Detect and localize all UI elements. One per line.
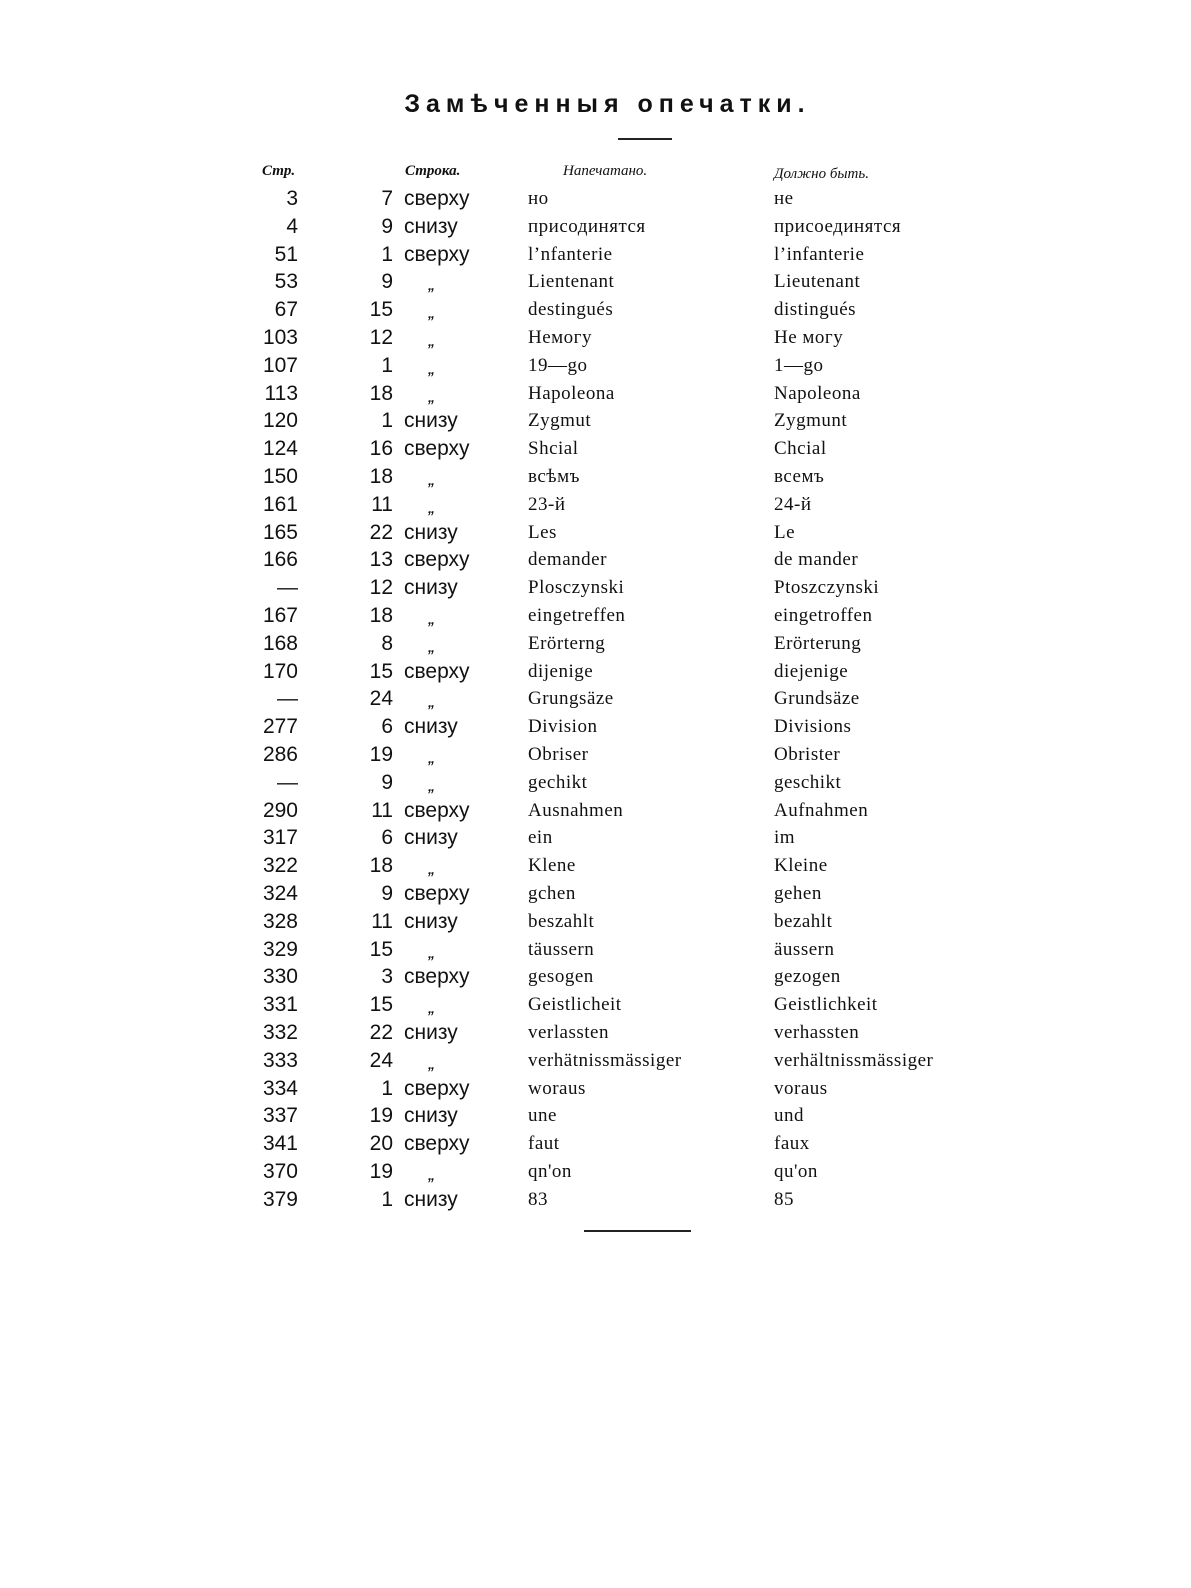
cell-direction: сверху [404,965,470,989]
cell-line-number: 22 [369,1020,393,1044]
table-row [0,241,1191,269]
cell-should-be: Kleine [774,855,828,877]
cell-page: 167 [262,603,298,627]
cell-should-be: присоединятся [774,215,902,237]
cell-line-number: 9 [381,214,393,238]
cell-printed: faut [528,1133,560,1155]
cell-should-be: Divisions [774,716,852,738]
cell-printed: Hapoleona [528,382,615,404]
cell-line-number: 11 [371,492,393,516]
cell-line-number: 1 [381,409,393,433]
cell-printed: Erörterng [528,632,606,654]
cell-should-be: distingués [774,299,857,321]
cell-page: 53 [274,270,298,294]
table-row [0,797,1191,825]
cell-direction: сверху [404,548,470,572]
cell-printed: une [528,1105,557,1127]
cell-line-number: 18 [369,854,393,878]
cell-page: — [277,576,298,600]
cell-printed: verhätnissmässiger [528,1049,682,1071]
cell-should-be: eingetroffen [774,604,873,626]
table-row [0,1019,1191,1047]
cell-should-be: und [774,1105,804,1127]
cell-printed: Zygmut [528,410,592,432]
cell-direction: „ [428,471,435,488]
cell-direction: „ [428,1000,435,1017]
cell-printed: gesogen [528,966,594,988]
cell-page: 331 [262,993,298,1017]
cell-printed: Grungsäze [528,688,614,710]
table-header [0,163,1191,185]
cell-direction: „ [428,944,435,961]
cell-should-be: l’infanterie [774,243,865,265]
cell-page: 107 [262,353,298,377]
cell-should-be: 1—go [774,354,824,376]
cell-line-number: 1 [381,242,393,266]
cell-line-number: 6 [381,826,393,850]
cell-direction: снизу [404,1187,458,1211]
cell-printed: всѣмъ [528,465,580,487]
cell-page: 168 [262,631,298,655]
table-row [0,852,1191,880]
cell-line-number: 19 [369,742,393,766]
cell-printed: gechikt [528,771,588,793]
cell-printed: destingués [528,299,614,321]
cell-page: 161 [262,492,298,516]
cell-page: 166 [262,548,298,572]
cell-should-be: faux [774,1133,810,1155]
cell-printed: 23-й [528,493,566,515]
title-divider [618,138,672,140]
table-row [0,908,1191,936]
cell-printed: присодинятся [528,215,646,237]
table-row [0,1047,1191,1075]
table-row [0,1158,1191,1186]
cell-should-be: 85 [774,1188,794,1210]
cell-line-number: 15 [369,659,393,683]
cell-line-number: 8 [381,631,393,655]
cell-page: 370 [262,1159,298,1183]
table-row [0,213,1191,241]
cell-should-be: voraus [774,1077,828,1099]
cell-direction: „ [428,388,435,405]
cell-page: 150 [262,464,298,488]
cell-page: 317 [262,826,298,850]
cell-should-be: Aufnahmen [774,799,869,821]
cell-page: 290 [262,798,298,822]
cell-line-number: 19 [369,1159,393,1183]
header-printed: Напечатано. [563,163,648,179]
cell-line-number: 9 [381,770,393,794]
table-row [0,936,1191,964]
cell-printed: woraus [528,1077,586,1099]
cell-direction: „ [428,777,435,794]
cell-line-number: 12 [369,576,393,600]
cell-page: 337 [262,1104,298,1128]
cell-line-number: 18 [369,464,393,488]
table-row [0,769,1191,797]
cell-line-number: 11 [371,798,393,822]
cell-page: 170 [262,659,298,683]
cell-line-number: 6 [381,715,393,739]
table-row [0,658,1191,686]
cell-should-be: Grundsäze [774,688,860,710]
cell-direction: сверху [404,1132,470,1156]
table-row [0,713,1191,741]
cell-page: 277 [262,715,298,739]
cell-direction: „ [428,305,435,322]
cell-page: 286 [262,742,298,766]
cell-line-number: 1 [381,353,393,377]
cell-printed: 83 [528,1188,548,1210]
cell-direction: сверху [404,242,470,266]
cell-line-number: 15 [369,993,393,1017]
table-row [0,546,1191,574]
cell-printed: Geistlicheit [528,994,622,1016]
cell-should-be: verhassten [774,1021,860,1043]
page-title: Замѣченныя опечатки. [404,90,811,118]
cell-should-be: äussern [774,938,835,960]
cell-page: 4 [286,214,298,238]
table-row [0,185,1191,213]
cell-direction: „ [428,277,435,294]
cell-should-be: diejenige [774,660,849,682]
table-row [0,435,1191,463]
cell-page: 120 [262,409,298,433]
cell-should-be: qu'on [774,1160,818,1182]
cell-should-be: Le [774,521,796,543]
cell-direction: сверху [404,798,470,822]
cell-direction: „ [428,694,435,711]
table-row [0,1102,1191,1130]
table-row [0,880,1191,908]
cell-page: 334 [262,1076,298,1100]
cell-direction: сверху [404,659,470,683]
cell-page: 3 [286,187,298,210]
cell-page: 124 [262,437,298,461]
cell-page: 165 [262,520,298,544]
table-row [0,963,1191,991]
table-row [0,1075,1191,1103]
cell-printed: Ausnahmen [528,799,624,821]
cell-direction: „ [428,332,435,349]
cell-line-number: 1 [381,1187,393,1211]
cell-printed: l’nfanterie [528,243,613,265]
cell-printed: qn'on [528,1160,572,1182]
cell-should-be: Geistlichkeit [774,994,878,1016]
cell-line-number: 15 [369,937,393,961]
cell-line-number: 7 [381,187,393,210]
cell-should-be: Chcial [774,438,827,460]
cell-line-number: 20 [369,1132,393,1156]
table-row [0,574,1191,602]
cell-line-number: 18 [369,381,393,405]
cell-printed: eingetreffen [528,604,626,626]
cell-should-be: Не могу [774,326,844,348]
table-row [0,1186,1191,1214]
cell-direction: „ [428,638,435,655]
cell-should-be: de mander [774,549,859,571]
cell-page: 322 [262,854,298,878]
cell-printed: Obriser [528,743,589,765]
cell-printed: Plosczynski [528,577,625,599]
cell-direction: снизу [404,576,458,600]
cell-direction: „ [428,1055,435,1072]
errata-table [0,185,1191,1213]
cell-line-number: 19 [369,1104,393,1128]
cell-page: — [277,770,298,794]
cell-printed: Немогу [528,326,592,348]
table-row [0,741,1191,769]
header-should-be: Должно быть. [774,166,869,182]
header-page: Стр. [262,163,296,179]
cell-direction: „ [428,610,435,627]
cell-page: 103 [262,325,298,349]
cell-direction: снизу [404,520,458,544]
cell-should-be: Napoleona [774,382,861,404]
cell-direction: снизу [404,409,458,433]
cell-line-number: 3 [381,965,393,989]
cell-direction: снизу [404,715,458,739]
cell-printed: ein [528,827,553,849]
cell-line-number: 24 [369,687,393,711]
cell-printed: Les [528,521,557,543]
cell-should-be: im [774,827,796,849]
cell-page: 379 [262,1187,298,1211]
cell-should-be: gezogen [774,966,841,988]
cell-direction: сверху [404,187,470,210]
cell-should-be: Ptoszczynski [774,577,880,599]
table-row [0,685,1191,713]
cell-direction: „ [428,499,435,516]
cell-printed: 19—go [528,354,588,376]
cell-direction: снизу [404,1020,458,1044]
cell-direction: „ [428,360,435,377]
cell-direction: снизу [404,826,458,850]
cell-direction: снизу [404,1104,458,1128]
table-row [0,602,1191,630]
cell-should-be: gehen [774,882,822,904]
table-row [0,630,1191,658]
cell-line-number: 16 [369,437,393,461]
cell-page: 333 [262,1048,298,1072]
cell-page: 341 [262,1132,298,1156]
cell-direction: „ [428,1166,435,1183]
cell-direction: „ [428,861,435,878]
cell-should-be: не [774,188,794,209]
cell-direction: сверху [404,1076,470,1100]
cell-direction: сверху [404,881,470,905]
cell-printed: Shcial [528,438,579,460]
cell-should-be: bezahlt [774,910,833,932]
cell-line-number: 22 [369,520,393,544]
table-row [0,324,1191,352]
cell-printed: gchen [528,882,576,904]
table-row [0,352,1191,380]
cell-printed: täussern [528,938,595,960]
cell-should-be: Zygmunt [774,410,848,432]
cell-should-be: verhältnissmässiger [774,1049,934,1071]
cell-page: 51 [274,242,298,266]
table-row [0,380,1191,408]
cell-page: — [277,687,298,711]
cell-line-number: 15 [369,298,393,322]
cell-page: 324 [262,881,298,905]
table-row [0,991,1191,1019]
cell-line-number: 12 [369,325,393,349]
cell-line-number: 13 [369,548,393,572]
cell-printed: beszahlt [528,910,595,932]
cell-should-be: 24-й [774,493,812,515]
cell-line-number: 9 [381,270,393,294]
cell-should-be: geschikt [774,771,842,793]
cell-should-be: всемъ [774,465,825,487]
cell-printed: dijenige [528,660,594,682]
table-row [0,407,1191,435]
table-row [0,1130,1191,1158]
cell-direction: снизу [404,214,458,238]
cell-page: 113 [264,381,298,405]
table-row [0,268,1191,296]
cell-line-number: 1 [381,1076,393,1100]
cell-printed: но [528,188,549,209]
cell-printed: Division [528,716,598,738]
table-row [0,296,1191,324]
cell-page: 332 [262,1020,298,1044]
cell-direction: снизу [404,909,458,933]
cell-direction: „ [428,749,435,766]
cell-line-number: 9 [381,881,393,905]
cell-printed: Lientenant [528,271,615,293]
table-row [0,463,1191,491]
cell-line-number: 11 [371,909,393,933]
cell-should-be: Lieutenant [774,271,861,293]
cell-page: 330 [262,965,298,989]
cell-printed: demander [528,549,607,571]
cell-line-number: 18 [369,603,393,627]
cell-line-number: 24 [369,1048,393,1072]
cell-page: 329 [262,937,298,961]
cell-printed: Klene [528,855,576,877]
cell-should-be: Erörterung [774,632,862,654]
end-divider [584,1230,691,1232]
table-row [0,519,1191,547]
header-line: Строка. [405,163,461,179]
table-row [0,491,1191,519]
cell-direction: сверху [404,437,470,461]
cell-should-be: Obrister [774,743,841,765]
cell-page: 328 [262,909,298,933]
cell-printed: verlassten [528,1021,609,1043]
cell-page: 67 [274,298,298,322]
table-row [0,824,1191,852]
